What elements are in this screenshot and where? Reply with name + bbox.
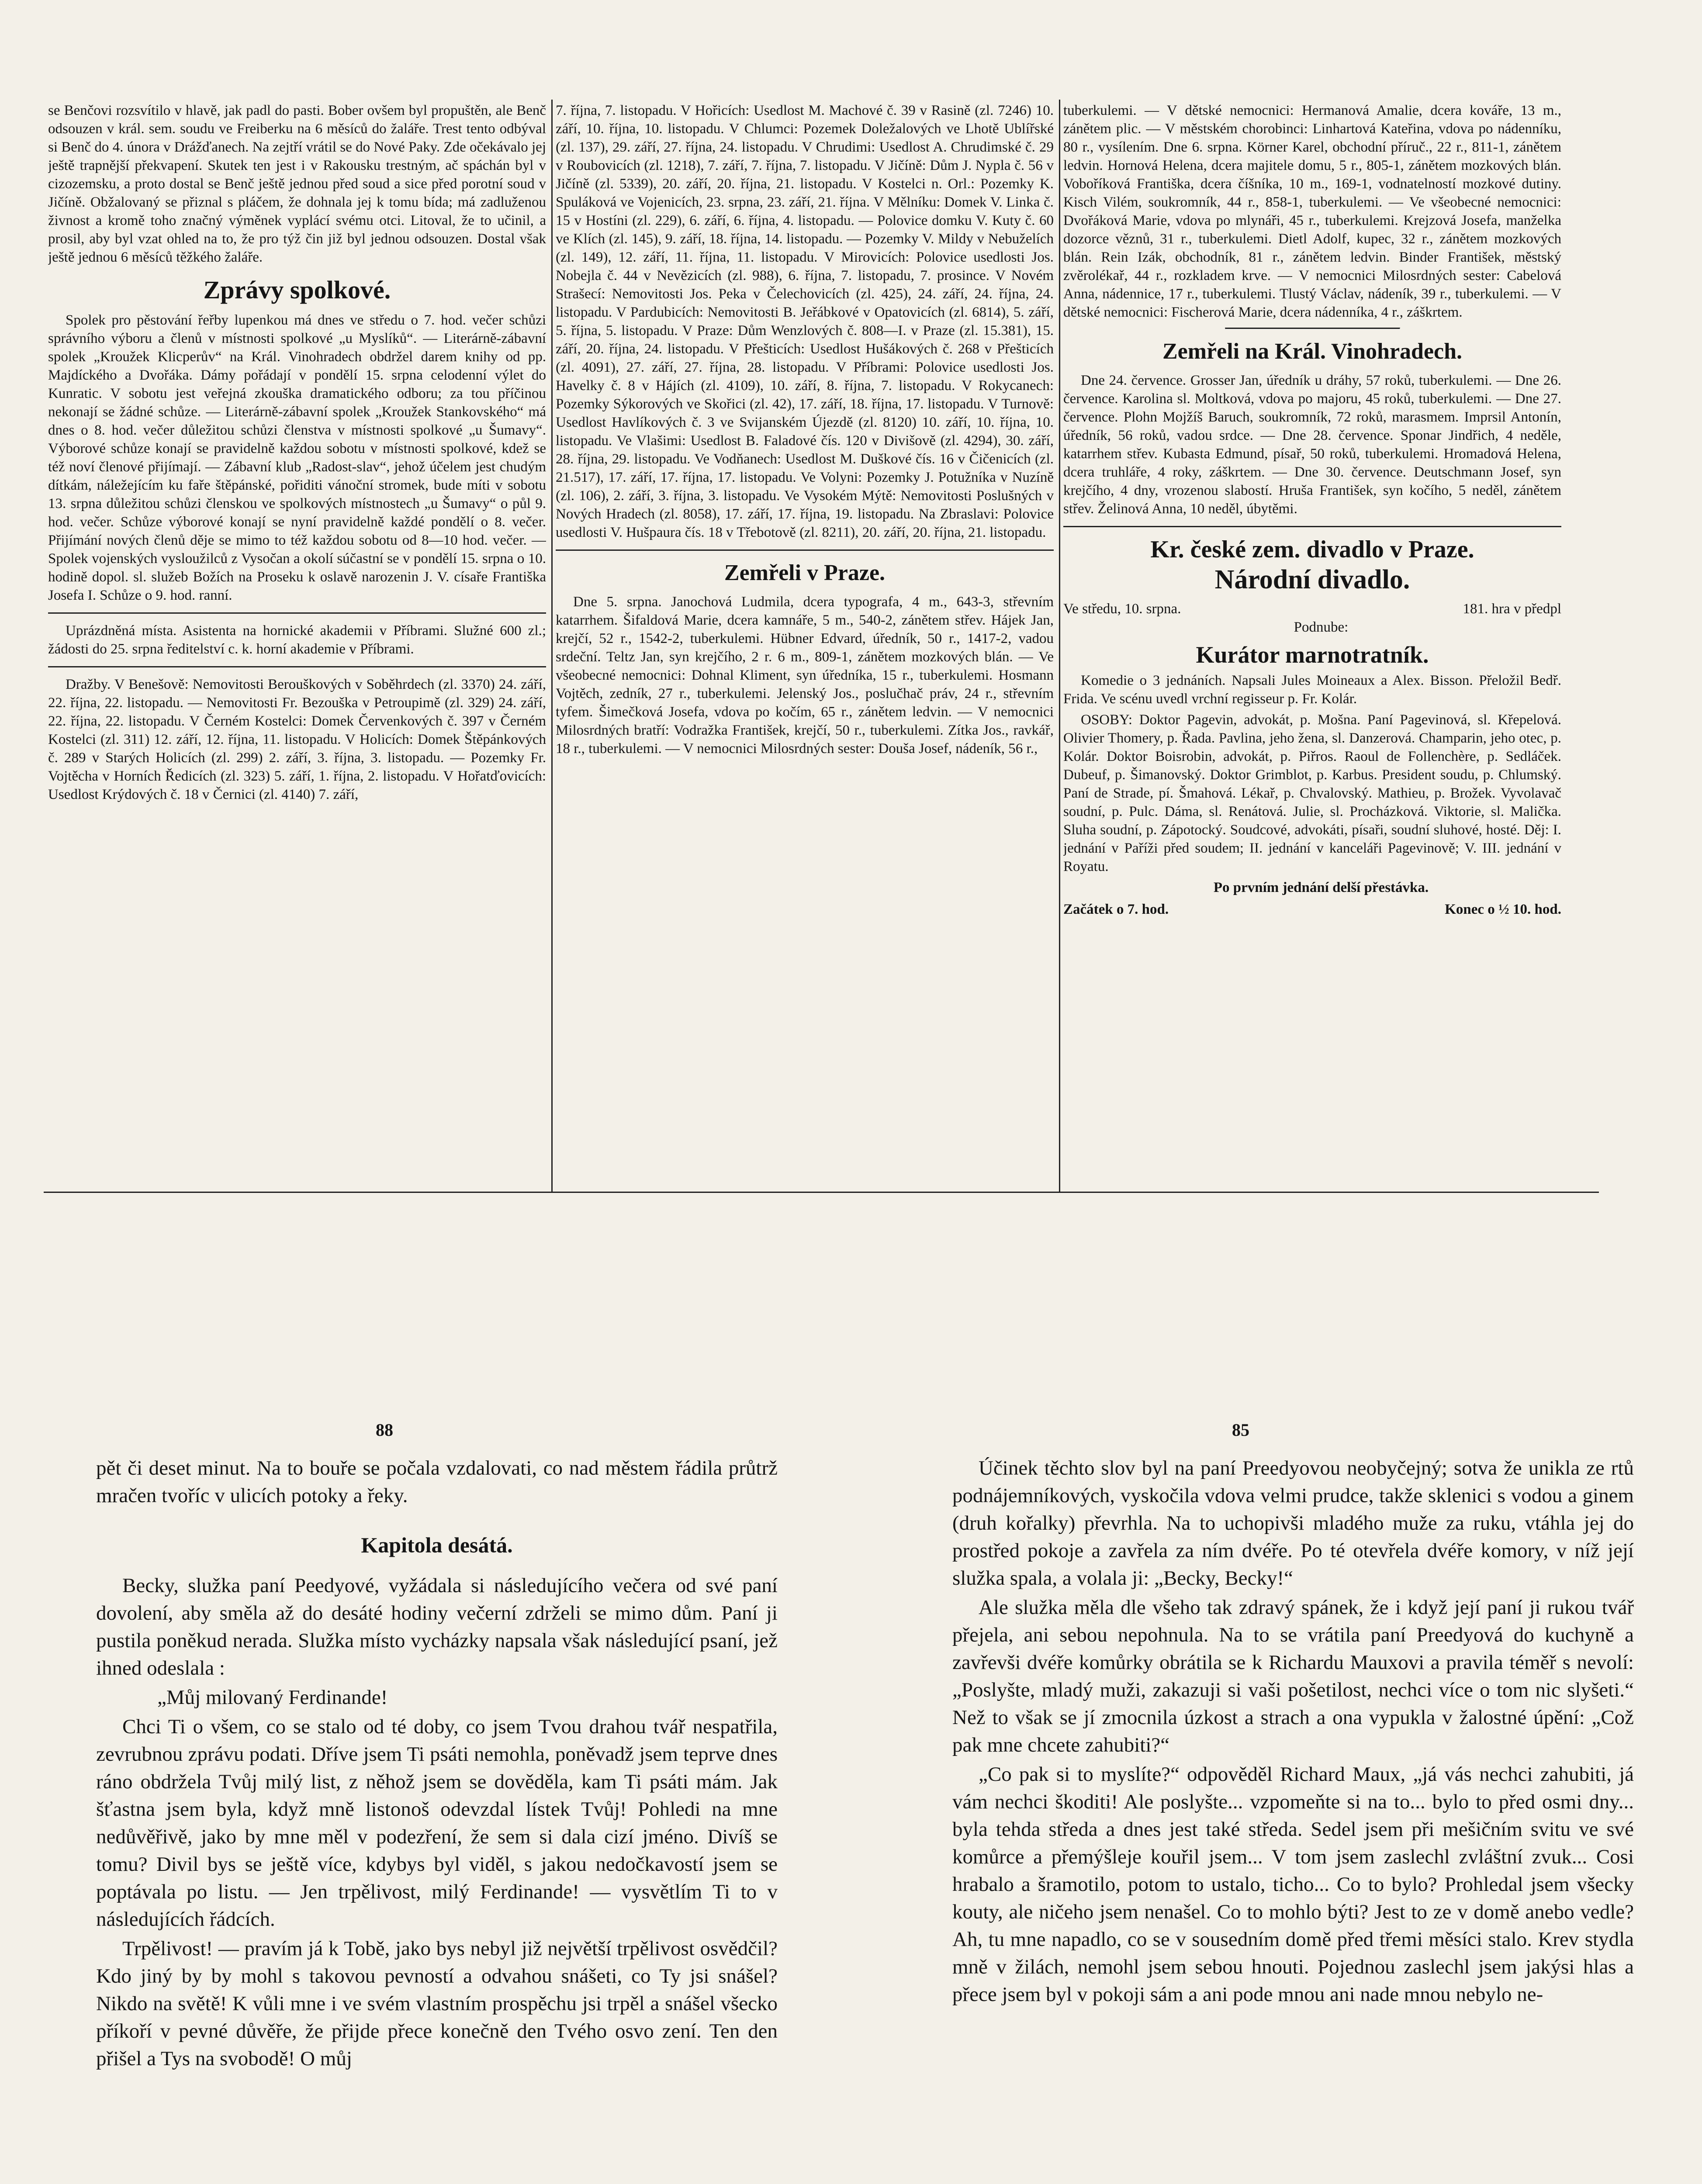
article-uprazdnena-mista: Uprázdněná místa. Asistenta na hornické akademii v Příbrami. Služné 600 zl.; žádosti do 25. srpna ředitelství c. k. horní akademie v Příbrami. xyxy=(48,623,546,657)
theatre-performance: 181. hra v předpl xyxy=(1463,601,1561,617)
newspaper-column-2 xyxy=(556,101,1054,1189)
novel-paragraph: Ale služka měla dle všeho tak zdravý spánek, že i když její paní ji rukou tvář přejela, ani sebou nepohnula. Na to se vrátila paní Preedyová do kuchyně a zavřevši dvéře komůrky obrátila se k Richardu Mauxovi a pravila téměř s nevolí: „Poslyšte, mladý muži, zakazuji si vaši pošetilost, nechci více o tom nic slyšeti.“ Než to však se jí zmocnila úzkost a strach a ona vypukla v žalostné úpění: „Což pak mne chcete zahubiti?“ xyxy=(952,1596,1634,1756)
article-drazby-continued: 7. října, 7. listopadu. V Hořicích: Usedlost M. Machové č. 39 v Rasině (zl. 7246) 10. září, 10. října, 10. listopadu. V Chlumci: Pozemek Doležalových ve Lhotě Ublířské (zl. 137), 29. září, 27. října, 24. listopadu. V Chrudimi: Usedlost A. Chrudimské č. 29 v Roubovicích (zl. 1218), 7. září, 7. října, 7. listopadu. V Jičíně: Dům J. Nypla č. 56 v Jičíně (zl. 5339), 20. září, 20. října, 21. listopadu. V Kostelci n. Orl.: Pozemky K. Spuláková ve Vojenicích, 23. srpna, 23. září, 21. října. V Mělníku: Domek V. Linka č. 15 v Hostíni (zl. 229), 6. září, 6. října, 4. listopadu. — Polovice domku V. Kuty č. 60 ve Klích (zl. 145), 9. září, 18. října, 14. listopadu. — Pozemky V. Mildy v Nebuželích (zl. 149), 12. září, 11. října, 11. listopadu. V Mirovicích: Polovice usedlosti Jos. Nobejla č. 44 v Nevězicích (zl. 988), 6. října, 7. listopadu, 7. prosince. V Novém Strašecí: Nemovitosti Jos. Peka v Čelechovicích (zl. 425), 24. září, 24. října, 24. listopadu. V Pardubicích: Nemovitosti B. Jeřábkové v Opatovicích (zl. 6814), 5. září, 5. října, 5. listopadu. V Praze: Dům Wenzlových č. 808—I. v Praze (zl. 15.381), 15. září, 20. října, 24. listopadu. V Přešticích: Usedlost Hušákových č. 268 v Přešticích (zl. 4091), 27. září, 27. října, 28. listopadu. V Příbrami: Polovice usedlosti Jos. Havelky č. 8 v Hájích (zl. 4109), 10. září, 8. října, 7. listopadu. V Rokycanech: Pozemky Sýkorových ve Skořici (zl. 42), 17. září, 18. října, 17. listopadu. V Turnově: Usedlost Havlíkových č. 3 ve Svijanském Újezdě (zl. 8120) 10. září, 10. října, 10. listopadu. Ve Vlašimi: Usedlost B. Faladové čís. 120 v Divišově (zl. 4294), 30. září, 28. října, 29. listopadu. Ve Vodňanech: Usedlost M. Duškové čís. 16 v Čičenicích (zl. 21.517), 17. září, 17. října, 17. listopadu. Ve Volyni: Pozemky J. Potužníka v Nuzíně (zl. 106), 2. září, 3. října, 3. listopadu. Ve Vysokém Mýtě: Nemovitosti Poslušných v Nových Hradech (zl. 8058), 17. září, 17. října, 19. listopadu. Na Zbraslavi: Polovice usedlosti V. Hušpaura čís. 18 v Třebotově (zl. 8211), 20. září, 20. října, 21. listopadu. xyxy=(556,103,1054,540)
divider xyxy=(1225,328,1400,329)
novel-paragraph: „Co pak si to myslíte?“ odpověděl Richard Maux, „já vás nechci zahubiti, já vám nechci škoditi! Ale poslyšte... vzpomeňte si na to... bylo to před osmi dny... byla tehda středa a dnes jest také středa. Sedel jsem při mešičním svitu ve své komůrce a přemýšleje kouřil jsem... V tom jsem zaslechl zvláštní zvuk... Cosi hrabalo a šramotilo, potom to ustalo, ticho... Co to bylo? Prohledal jsem všecky kouty, ale ničeho jsem nenašel. Co to mohlo býti? Jest to ze v domě anebo vedle? Ah, tu mne napadlo, co se v sousedním domě před třemi měsíci stalo. Krev stydla mně v žilách, nemohl jsem sebou hnouti. Pojednou zaslechl jsem jakýsi hlas a přece jsem byl v pokoji sám a ani pode mnou ani nade mnou nebylo ne- xyxy=(952,1763,1634,2006)
divider xyxy=(48,612,546,614)
article-zemreli-praha: Dne 5. srpna. Janochová Ludmila, dcera typografa, 4 m., 643-3, střevním katarrhem. Šifaldová Marie, dcera kamnáře, 5 m., 540-2, zánětem střev. Hájek Jan, krejčí, 52 r., 1542-2, tuberkulemi. Hübner Edvard, úředník, 50 r., 1417-2, vadou srdeční. Teltz Jan, syn krejčího, 2 r. 6 m., 809-1, zánětem mozkových blán. — Ve všeobecné nemocnici: Dohnal Kliment, syn úředníka, 15 r., tuberkulemi. Hosmann Vojtěch, zedník, 27 r., tuberkulemi. Jelenský Jos., poslučhač práv, 24 r., střevním tyfem. Šimečková Josefa, vdova po kočím, 65 r., zánětem ledvin. — V nemocnici Milosrdných bratří: Vodražka František, krejčí, 50 r., tuberkulemi. Zítka Jos., ravkář, 18 r., tuberkulemi. — V nemocnici Milosrdných sester: Douša Josef, nádeník, 56 r., xyxy=(556,594,1054,757)
theatre-heading: Kr. české zem. divadlo v Praze. xyxy=(1150,536,1474,563)
novel-page-right xyxy=(952,1455,1634,2184)
play-intermission-note: Po prvním jednání delší přestávka. xyxy=(1213,880,1429,895)
novel-paragraph: Chci Ti o všem, co se stalo od té doby, co jsem Tvou drahou tvář nespatřila, zevrubnou zprávu podati. Dříve jsem Ti psáti nemohla, poněvadž jsem teprve dnes ráno obdržela Tvůj milý list, z něhož jsem se dověděla, kam Ti psáti mám. Jak šťastna jsem byla, když mně listonoš odevzdal lístek Tvůj! Pohledi na mne nedůvěřivě, jako by mne měl v podezření, že sem si dala cizí jméno. Divíš se tomu? Divil bys se ještě více, kdybys byl viděl, s jakou nedočkavostí jsem se poptávala po listu. — Jen trpělivost, milý Ferdinande! — vysvětlím Ti to v následujících řádcích. xyxy=(96,1715,778,1931)
play-title: Kurátor marnotratník. xyxy=(1196,642,1429,668)
novel-paragraph: Účinek těchto slov byl na paní Preedyovou neobyčejný; sotva že unikla ze rtů podnájemníkových, vyskočila vdova velmi prudce, takže sklenici s vodou a ginem (druh kořalky) převrhla. Na to uchopivši mladého muže za ruku, vtáhla jej do prostřed pokoje a zavřela za ním dvéře. Po té otevřela dvéře komory, v níž její služka spala, a volala ji: „Becky, Becky!“ xyxy=(952,1457,1634,1590)
divider xyxy=(48,666,546,667)
heading-zpravy-spolkove: Zprávy spolkové. xyxy=(203,276,391,304)
newspaper-column-1 xyxy=(48,101,546,1189)
theatre-date-row xyxy=(1063,600,1561,618)
letter-salutation: „Můj milovaný Ferdinande! xyxy=(157,1686,388,1709)
theatre-podnube: Podnube: xyxy=(1294,619,1349,635)
play-start: Začátek o 7. hod. xyxy=(1063,902,1169,917)
column-rule-1 xyxy=(551,100,553,1192)
heading-zemreli-vinohrady: Zemřeli na Král. Vinohradech. xyxy=(1162,339,1463,364)
newspaper-column-3 xyxy=(1063,101,1561,1189)
article-benc-ending: se Benčovi rozsvítilo v hlavě, jak padl do pasti. Bober ovšem byl propuštěn, ale Benč odsouzen v král. sem. soudu ve Freiberku na 6 měsíců do žaláře. Trest tento odbýval si Benč do 4. února v Drážďanech. Na zejtří vrátil se do Nové Paky. Zde očekávalo jej ještě trapnější překvapení. Skutek ten jest i v Rakousku trestným, ač spáchán byl v cizozemsku, a proto dostal se Benč ještě jednou před soud a sice před porotní soud v Jičíně. Obžalovaný se přiznal s pláčem, že dohnala jej k tomu bída; má zadluženou živnost a kromě toho značný výměnek vyplácí svému otci. Litoval, že to učinil, a prosil, aby byl vzat ohled na to, že pro týž čin již byl jednou odsouzen. Dostal však ještě jednou 6 měsíců těžkého žaláře. xyxy=(48,103,546,265)
page-number-right: 85 xyxy=(1232,1420,1249,1440)
novel-paragraph: Trpělivost! — pravím já k Tobě, jako bys nebyl již největší trpělivost osvědčil? Kdo jiný by by mohl s takovou pevností a odvahou snášeti, co Ty jsi snášel? Nikdo na světě! K vůli mne i ve svém vlastním prospěchu jsi trpěl a snášel všecko příkoří v pevné důvěře, že přijde přece konečně den Tvého osvo zení. Ten den přišel a Tys na svobodě! O můj xyxy=(96,1937,778,2070)
novel-paragraph: Becky, služka paní Peedyové, vyžádala si následujícího večera od své paní dovolení, aby směla až do desáté hodiny večerní zdrželi se mimo dům. Paní ji pustila poněkud nerada. Služka místo vycházky napsala však následující psaní, jež ihned odeslala : xyxy=(96,1574,778,1679)
divider xyxy=(1063,526,1561,527)
play-cast: OSOBY: Doktor Pagevin, advokát, p. Mošna. Paní Pagevinová, sl. Křepelová. Olivier Thomery, p. Řada. Pavlina, jeho žena, sl. Danzerová. Champarin, jeho otec, p. Kolár. Doktor Boisrobin, advokát, p. Piřros. Raoul de Follenchère, p. Sedláček. Dubeuf, p. Šimanovský. Doktor Grimblot, p. Karbus. President soudu, p. Chlumský. Paní de Strade, pí. Šmahová. Lékař, p. Chvalovský. Mathieu, p. Brožek. Vyvolavač soudní, p. Pulc. Dáma, sl. Renátová. Julie, sl. Procházková. Viktorie, sl. Malička. Sluha soudní, p. Zápotocký. Soudcové, advokáti, písaři, soudní sluhové, hosté. Děj: I. jednání v Paříži před soudem; II. jednání v kanceláři Pagevinově; V. III. jednání v Royatu. xyxy=(1063,712,1561,874)
column-rule-2 xyxy=(1059,100,1060,1192)
article-drazby: Dražby. V Benešově: Nemovitosti Berouškových v Soběhrdech (zl. 3370) 24. září, 22. října, 22. listopadu. — Nemovitosti Fr. Bezouška v Petroupimě (zl. 329) 24. září, 22. října, 22. listopadu. V Černém Kostelci: Domek Červenkových č. 397 v Černém Kostelci (zl. 311) 12. září, 12. října, 11. listopadu. V Holicích: Domek Štěpánkových č. 289 v Starých Holicích (zl. 299) 2. září, 3. října, 3. listopadu. — Pozemky Fr. Vojtěcha v Horních Ředicích (zl. 323) 5. září, 1. října, 2. listopadu. V Hořatďovicích: Usedlost Krýdových č. 18 v Černici (zl. 4140) 7. září, xyxy=(48,677,546,802)
article-spolky: Spolek pro pěstování řeřby lupenkou má dnes ve středu o 7. hod. večer schůzi správního výboru a členů v místnosti spolkové „u Myslíků“. — Literárně-zábavní spolek „Kroužek Klicperův“ na Král. Vinohradech obdržel darem knihy od pp. Majdíckého a Dvořáka. Dámy pořádají v pondělí 15. srpna celodenní výlet do Kunratic. V sobotu jest veřejná zkouška dramatického odboru; za tou příčinou nekonají se žádné schůze. — Literárně-zábavní spolek „Kroužek Stankovského“ má dnes o 8. hod. večer důležitou schůzi členstva v místnosti spolkové „u Šumavy“. Výborové schůze konají se pravidelně každou sobotu v místnosti spolkové, kdež se též noví členové přijímají. — Zábavní klub „Radost-slav“, jehož účelem jest chudým dítkám, náležejícím ku faře štěpánské, pořiditi vánoční stromek, bude míti v sobotu 13. srpna důležitou schůzi členskou ve spolkových místnostech „u Šumavy“ o půl 9. hod. večer. Schůze výborové konají se nyní pravidelně každé pondělí o 8. večer. Přijímání nových členů děje se mimo to též každou sobotu od 8—10 hod. večer. — Spolek vojenských vysloužilců z Vysočan a okolí súčastní se v pondělí 15. srpna o 10. hodině dopol. sl. služeb Božích na Proseku k oslavě narozenin J. V. císaře Františka Josefa I. Schůze o 9. hod. ranní. xyxy=(48,312,546,603)
article-zemreli-vinohrady: Dne 24. července. Grosser Jan, úředník u dráhy, 57 roků, tuberkulemi. — Dne 26. července. Karolina sl. Moltková, vdova po majoru, 45 roků, tuberkulemi. — Dne 27. července. Plohn Mojžíš Baruch, soukromník, 72 roků, marasmem. Imprsil Antonín, úředník, 56 roků, vadou srdce. — Dne 28. července. Sponar Jindřich, 4 neděle, katarrhem střev. Kubasta Edmund, písař, 50 roků, tuberkulemi. Hromadová Helena, dcera truhláře, 4 roky, záškrtem. — Dne 30. července. Deutschmann Josef, syn krejčího, 4 dny, vrozenou slabostí. Hruša František, syn kočího, 5 neděl, zánětem střev. Želinová Anna, 10 neděl, úbytěmi. xyxy=(1063,373,1561,517)
bottom-frame-rule xyxy=(44,1192,1599,1193)
play-times xyxy=(1063,900,1561,919)
play-end: Konec o ½ 10. hod. xyxy=(1445,902,1561,917)
page-number-left: 88 xyxy=(376,1420,393,1440)
novel-paragraph: pět či deset minut. Na to bouře se počala vzdalovati, co nad městem řádila průtrž mračen tvoříc v ulicích potoky a řeky. xyxy=(96,1457,778,1507)
divider xyxy=(556,549,1054,551)
heading-zemreli-v-praze: Zemřeli v Praze. xyxy=(724,560,886,585)
article-zemreli-continued: tuberkulemi. — V dětské nemocnici: Hermanová Amalie, dcera kováře, 13 m., zánětem plic. — V městském chorobinci: Linhartová Kateřina, vdova po nádenníku, 80 r., vysílením. Dne 6. srpna. Körner Karel, obchodní příruč., 22 r., 811-1, zánětem ledvin. Hornová Helena, dcera majitele domu, 5 r., 805-1, zánětem mozkových blán. Voboříková Františka, dcera číšníka, 10 m., 169-1, vodnatelností mozkové dutiny. Kisch Vilém, soukromník, 44 r., 858-1, tuberkulemi. — Ve všeobecné nemocnici: Dvořáková Marie, vdova po mlynáři, 45 r., tuberkulemi. Krejzová Josefa, manželka dozorce věznů, 31 r., tuberkulemi. Dietl Adolf, kupec, 32 r., zánětem mozkových blán. Rein Izák, obchodník, 81 r., zánětem ledvin. Binder František, městský zvěrolékař, 44 r., rozkladem krve. — V nemocnici Milosrdných sester: Cabelová Anna, nádennice, 17 r., tuberkulemi. Tlustý Václav, nádeník, 39 r., tuberkulemi. — V dětské nemocnici: Fischerová Marie, dcera nádenníka, 4 r., záškrtem. xyxy=(1063,103,1561,320)
theatre-subheading: Národní divadlo. xyxy=(1214,565,1410,594)
theatre-date: Ve středu, 10. srpna. xyxy=(1063,601,1181,617)
chapter-heading: Kapitola desátá. xyxy=(361,1533,513,1557)
novel-page-left xyxy=(96,1455,778,2184)
play-description: Komedie o 3 jednáních. Napsali Jules Moineaux a Alex. Bisson. Přeložil Bedř. Frida. Ve scénu uvedl vrchní regisseur p. Fr. Kolár. xyxy=(1063,673,1561,707)
